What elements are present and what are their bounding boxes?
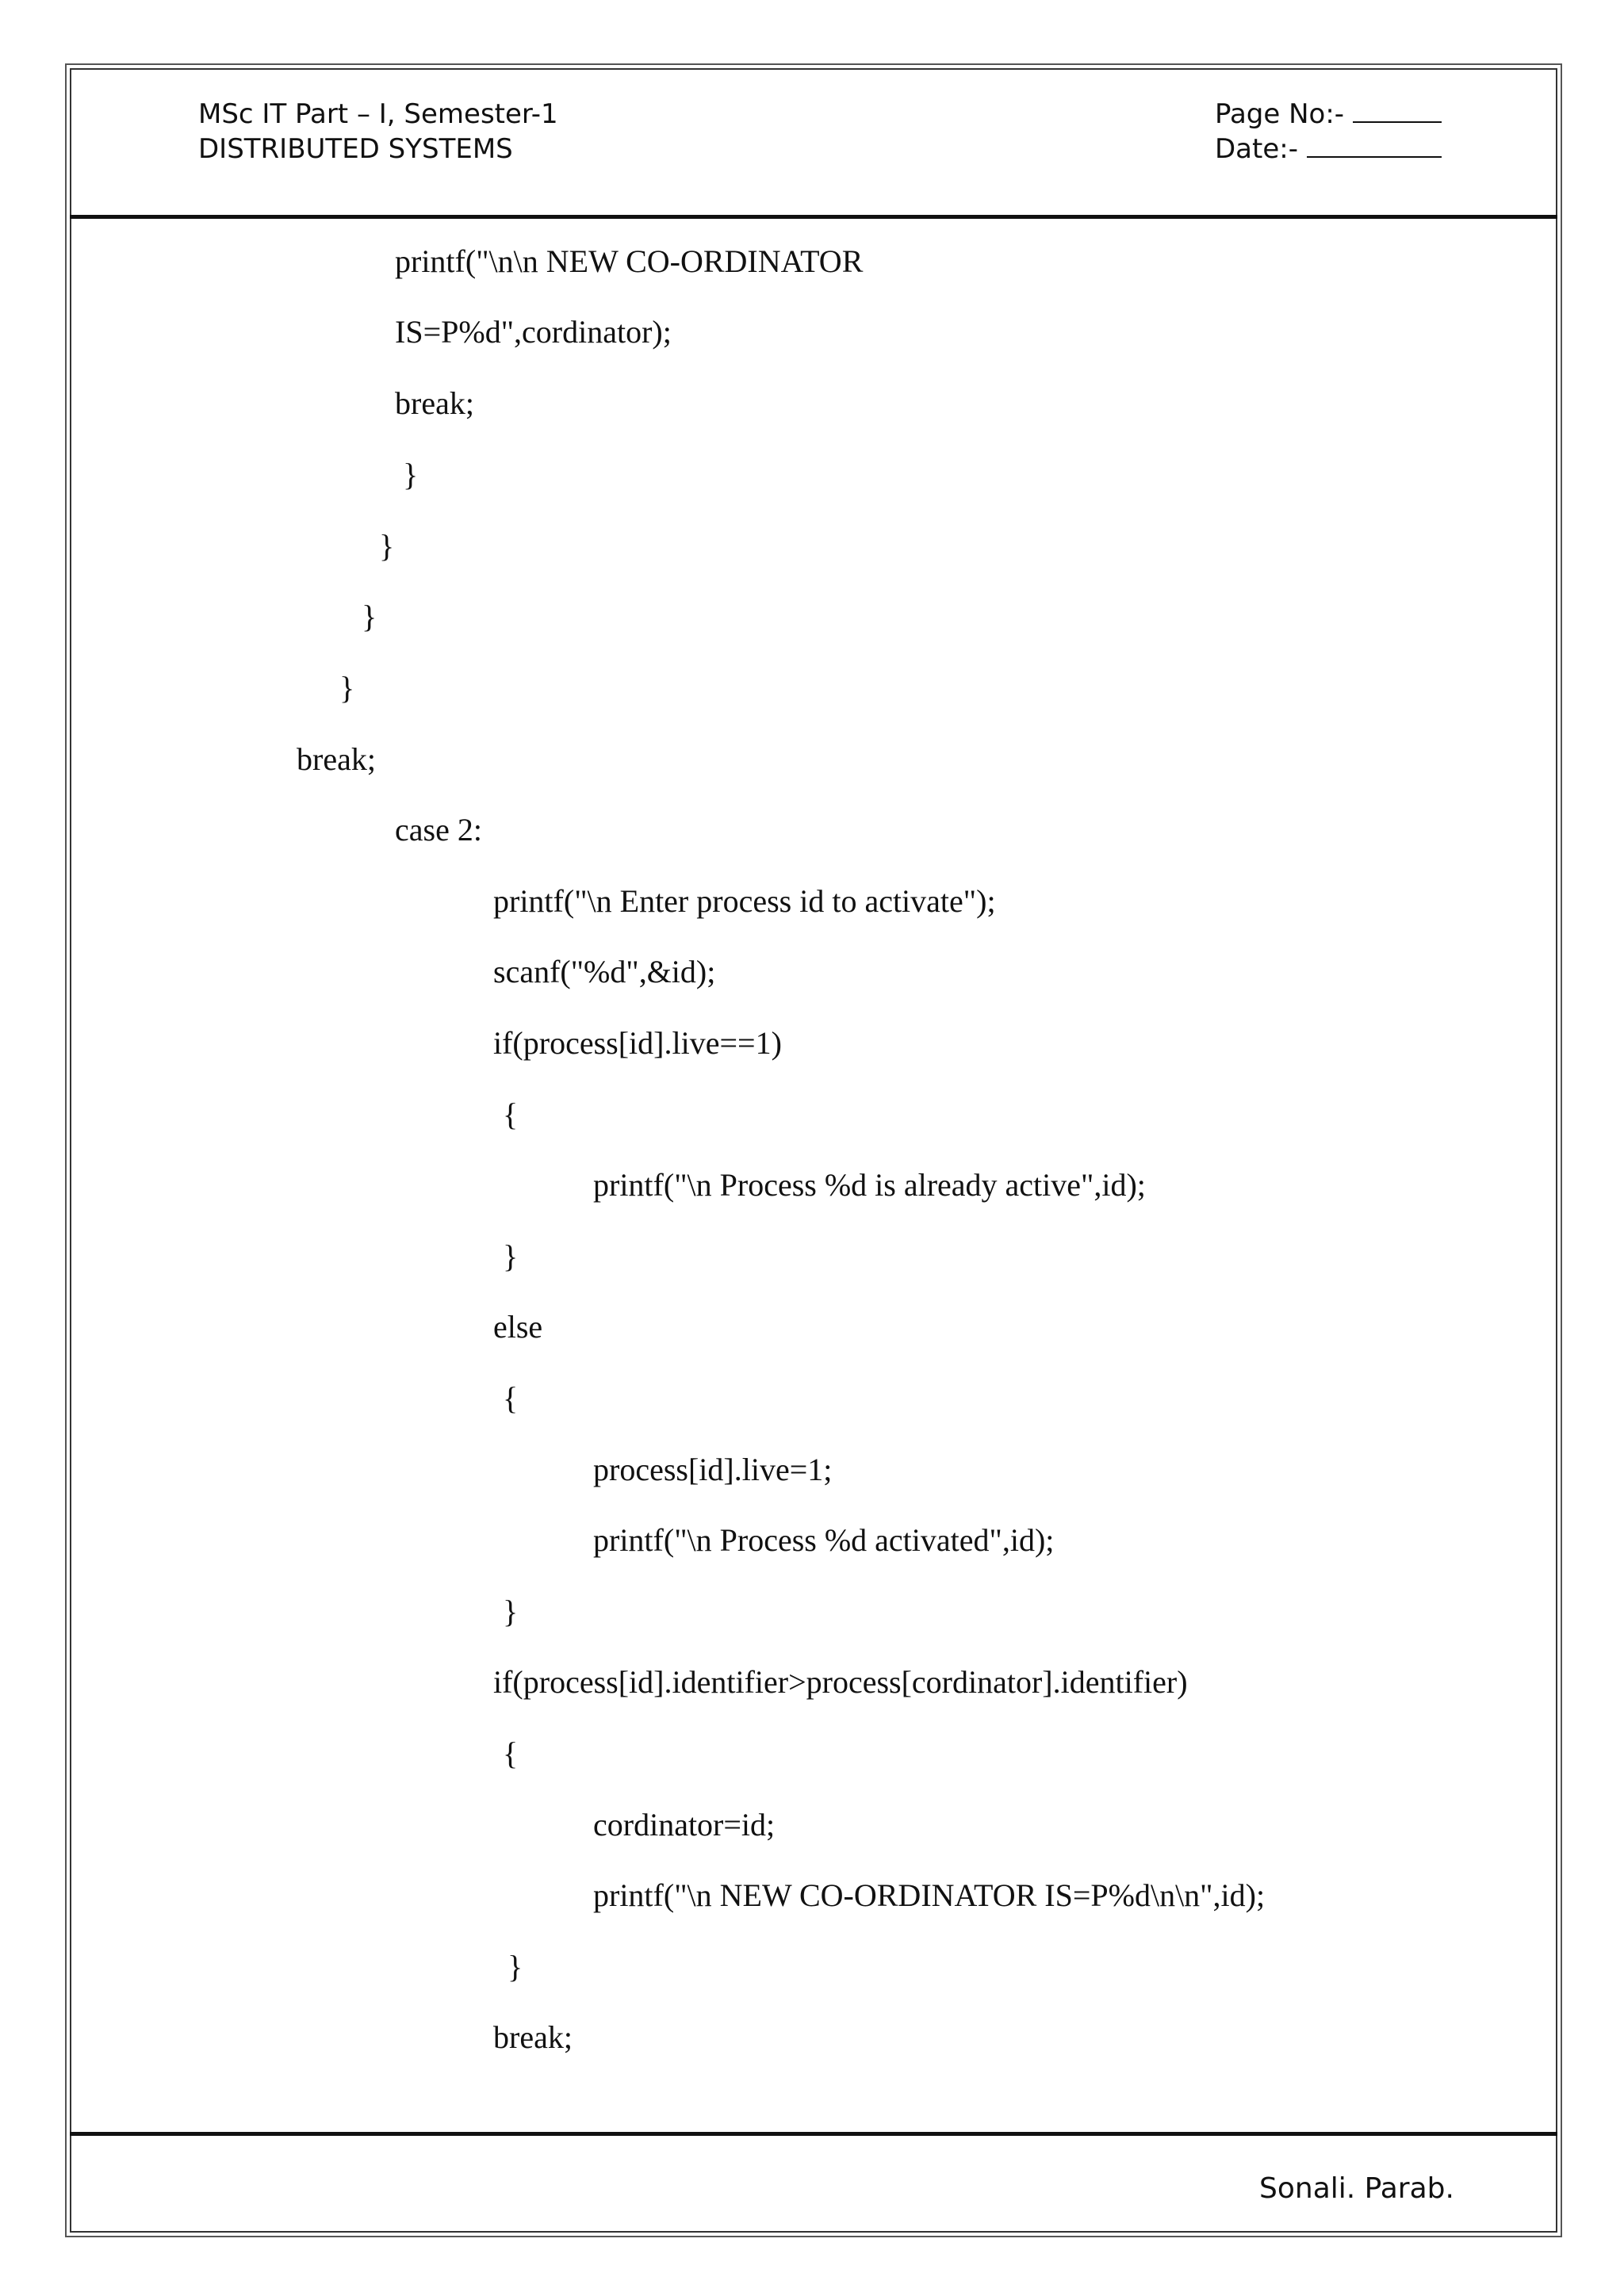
footer-divider [70, 2132, 1557, 2136]
code-line: else [493, 1309, 543, 1345]
code-line: break; [493, 2019, 573, 2055]
page-number-field [1215, 97, 1442, 132]
code-line: } [503, 1594, 519, 1629]
code-line: printf("\n NEW CO-ORDINATOR IS=P%d\n\n",id); [593, 1877, 1266, 1913]
code-line: } [503, 1238, 519, 1274]
code-line: printf("\n Process %d activated",id); [593, 1522, 1055, 1558]
page-header-left [198, 97, 558, 166]
code-line: break; [297, 741, 376, 777]
code-line: printf("\n Enter process id to activate"); [493, 883, 996, 919]
code-line: { [503, 1380, 519, 1416]
course-title: MSc IT Part – I, Semester-1 [198, 98, 558, 130]
page-header-right [1215, 97, 1442, 166]
code-line: if(process[id].identifier>process[cordinator].identifier) [493, 1664, 1188, 1700]
code-line: } [508, 1949, 523, 1984]
code-line: } [403, 457, 419, 492]
code-line: } [339, 670, 355, 706]
code-line: { [503, 1096, 519, 1132]
code-line: } [362, 599, 377, 634]
code-line: cordinator=id; [593, 1807, 776, 1843]
page-number-blank [1353, 98, 1442, 123]
code-line: { [503, 1735, 519, 1771]
code-line: printf("\n\n NEW CO-ORDINATOR [395, 243, 864, 279]
date-field [1215, 132, 1442, 166]
subject-title: DISTRIBUTED SYSTEMS [198, 133, 513, 165]
code-line: break; [395, 385, 474, 421]
code-line: case 2: [395, 812, 482, 848]
code-line: scanf("%d",&id); [493, 954, 716, 989]
code-line: } [379, 528, 395, 564]
header-divider [70, 215, 1557, 219]
author-name: Sonali. Parab. [1259, 2172, 1454, 2205]
code-line: if(process[id].live==1) [493, 1025, 782, 1061]
code-line: IS=P%d",cordinator); [395, 314, 672, 350]
code-line: printf("\n Process %d is already active",id); [593, 1167, 1146, 1203]
date-label: Date:- [1215, 133, 1298, 165]
code-line: process[id].live=1; [593, 1452, 833, 1487]
date-blank [1307, 132, 1442, 158]
page-number-label: Page No:- [1215, 98, 1345, 130]
